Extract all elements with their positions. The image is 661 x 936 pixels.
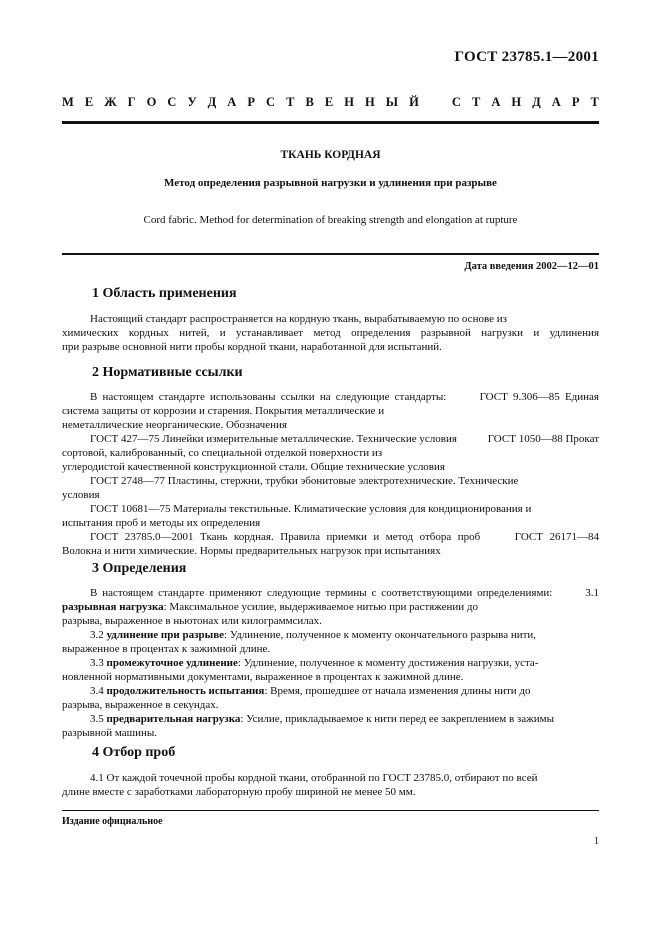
definition-number: 3.3 — [90, 657, 104, 669]
text-line: ГОСТ 9.306—85 Единая система защиты от коррозии и старения. Покрытия металлические и — [62, 391, 599, 417]
banner-letter: Т — [471, 95, 481, 109]
section-1-body — [62, 312, 599, 354]
english-title: Cord fabric. Method for determination of breaking strength and elongation at rupture — [143, 214, 518, 226]
text-line: ГОСТ 1050—88 Прокат сортовой, калиброванный, со специальной отделкой поверхности из — [62, 433, 600, 459]
banner-letter: А — [491, 95, 501, 109]
text-line: В настоящем стандарте применяют следующие термины с соответствующими определениями: — [90, 587, 553, 599]
definition-number: 3.5 — [90, 713, 104, 725]
interstate-standard-banner — [62, 95, 599, 110]
text-line: неметаллические неорганические. Обозначения — [62, 419, 287, 431]
section-4-heading: 4 Отбор проб — [92, 745, 176, 760]
document-subtitle: Метод определения разрывной нагрузки и удлинения при разрыве — [164, 177, 497, 189]
definition-text: : Время, прошедшее от начала изменения длины нити до — [264, 685, 531, 697]
banner-letter: С — [167, 95, 177, 109]
banner-letter: О — [146, 95, 157, 109]
banner-letter: В — [305, 95, 314, 109]
definition-number: 3.2 — [90, 629, 104, 641]
section-4-body — [62, 771, 599, 799]
title-rule — [62, 253, 599, 255]
banner-letter: Й — [409, 95, 419, 109]
gost-number: ГОСТ 23785.1—2001 — [454, 49, 599, 65]
definition-line: разрыва, выраженное в секундах. — [62, 699, 219, 711]
definition-term: разрывная нагрузка — [62, 601, 164, 613]
banner-letter: У — [187, 95, 197, 109]
banner-letter: Е — [84, 95, 94, 109]
banner-letter: Н — [344, 95, 354, 109]
definition-term: предварительная нагрузка — [106, 713, 241, 725]
banner-letter: Т — [286, 95, 295, 109]
text-line: при разрыве основной нити пробы кордной ткани, наработанной для испытаний. — [62, 341, 442, 353]
text-line: В настоящем стандарте использованы ссылки на следующие стандарты: — [90, 391, 447, 403]
definition-line — [62, 629, 536, 641]
text-line: ГОСТ 2748—77 Пластины, стержни, трубки эбонитовые электротехнические. Технические — [90, 475, 519, 487]
definition-term: продолжительность испытания — [106, 685, 265, 697]
banner-letter: А — [227, 95, 237, 109]
section-2-body — [62, 390, 599, 558]
text-line: углеродистой качественной конструкционной стали. Общие технические условия — [62, 461, 445, 473]
definition-line: разрывной машины. — [62, 727, 157, 739]
text-line: ГОСТ 26171—84 Волокна и нити химические. Нормы предварительных нагрузок при испытаниях — [62, 531, 599, 557]
edition-label: Издание официальное — [62, 816, 163, 827]
section-1-heading: 1 Область применения — [92, 286, 237, 301]
banner-letter: Д — [207, 95, 217, 109]
definition-number: 3.4 — [90, 685, 104, 697]
introduction-date: Дата введения 2002—12—01 — [464, 261, 599, 272]
definition-term: удлинение при разрыве — [106, 629, 225, 641]
definition-line — [62, 657, 538, 669]
text-line: ГОСТ 23785.0—2001 Ткань кордная. Правила приемки и метод отбора проб — [90, 531, 481, 543]
definition-line — [62, 685, 531, 697]
text-line: 4.1 От каждой точечной пробы кордной ткани, отобранной по ГОСТ 23785.0, отбирают по всей — [90, 772, 538, 784]
definition-term: промежуточное удлинение — [106, 657, 238, 669]
document-title: ТКАНЬ КОРДНАЯ — [280, 149, 381, 161]
text-line: химических кордных нитей, и устанавливает метод определения разрывной нагрузки и удлинения — [62, 327, 599, 339]
banner-letter: Т — [590, 95, 599, 109]
text-line: испытания проб и методы их определения — [62, 517, 261, 529]
section-2-heading: 2 Нормативные ссылки — [92, 365, 243, 380]
definition-line: новленной нормативными документами, выраженное в процентах к зажимной длине. — [62, 671, 464, 683]
banner-letter: Н — [511, 95, 522, 109]
definition-line — [62, 713, 554, 725]
section-3-heading: 3 Определения — [92, 561, 187, 576]
header-rule — [62, 121, 599, 124]
banner-letter: Ж — [104, 95, 117, 109]
banner-letter: Н — [364, 95, 375, 109]
banner-letter: Ы — [385, 95, 399, 109]
footer-rule — [62, 810, 599, 811]
definition-text: : Усилие, прикладываемое к нити перед ее закреплением в зажимы — [240, 713, 554, 725]
banner-letter: Р — [571, 95, 580, 109]
banner-letter: Е — [324, 95, 334, 109]
banner-letter: С — [451, 95, 461, 109]
definition-text: : Удлинение, полученное к моменту достижения нагрузки, уста- — [237, 657, 539, 669]
banner-letter: Г — [127, 95, 136, 109]
text-line: ГОСТ 10681—75 Материалы текстильные. Климатические условия для кондиционирования и — [90, 503, 532, 515]
section-3-body — [62, 586, 599, 740]
definition-line: выраженное в процентах к зажимной длине. — [62, 643, 271, 655]
page-number: 1 — [594, 836, 599, 847]
banner-letter: С — [266, 95, 276, 109]
text-line: длине вместе с заработками лабораторную пробу шириной не менее 50 мм. — [62, 786, 416, 798]
text-line: Настоящий стандарт распространяется на кордную ткань, вырабатываемую по основе из — [90, 313, 507, 325]
banner-letter: М — [62, 95, 74, 109]
banner-letter: Д — [532, 95, 541, 109]
definition-line: разрыва, выраженное в ньютонах или килограммсилах. — [62, 615, 322, 627]
banner-letter: Р — [247, 95, 255, 109]
text-line: условия — [62, 489, 100, 501]
definition-number: 3.1 — [585, 587, 599, 599]
text-line: ГОСТ 427—75 Линейки измерительные металлические. Технические условия — [90, 433, 457, 445]
definition-text: : Максимальное усилие, выдерживаемое нитью при растяжении до — [163, 601, 478, 613]
definition-text: : Удлинение, полученное к моменту окончательного разрыва нити, — [224, 629, 537, 641]
banner-letter: А — [551, 95, 561, 109]
